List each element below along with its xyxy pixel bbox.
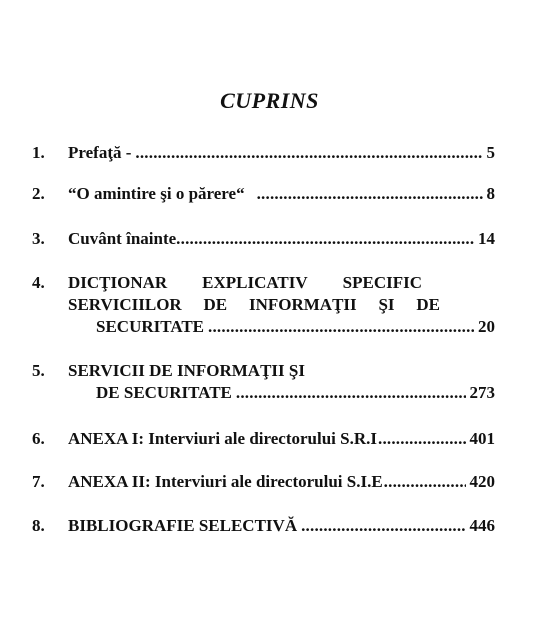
- entry-page-number: 14: [478, 229, 495, 248]
- entry-number: 3.: [32, 229, 45, 248]
- entry-label-word: INFORMAŢII: [248, 295, 357, 314]
- entry-label: DE SECURITATE: [96, 383, 232, 402]
- entry-page-number: 5: [486, 143, 495, 162]
- entry-page-number: 273: [469, 383, 495, 402]
- entry-page-number: 420: [469, 472, 495, 491]
- entry-label-word: SERVICIILOR: [68, 295, 182, 314]
- page-title: CUPRINS: [220, 88, 319, 113]
- entry-label-word: DE: [416, 295, 440, 314]
- entry-label-word: SPECIFIC: [342, 273, 422, 292]
- entry-number: 2.: [32, 184, 45, 203]
- dot-leader: [301, 515, 465, 537]
- entry-number: 7.: [32, 472, 45, 491]
- entry-label: Prefaţă -: [68, 143, 132, 162]
- entry-label-word: ŞI: [378, 295, 395, 314]
- entry-label-line: SERVICII DE INFORMAŢII ŞI: [68, 361, 305, 380]
- dot-leader: [257, 183, 483, 205]
- entry-number: 8.: [32, 516, 45, 535]
- dot-leader: [378, 428, 466, 450]
- entry-label-word: EXPLICATIV: [202, 273, 308, 292]
- entry-label: ANEXA II: Interviuri ale directorului S.I.E: [68, 472, 383, 491]
- entry-number: 1.: [32, 143, 45, 162]
- entry-label: SECURITATE: [96, 317, 205, 336]
- entry-label: ANEXA I: Interviuri ale directorului S.R.I: [68, 429, 377, 448]
- entry-label-word: DICŢIONAR: [68, 273, 168, 292]
- entry-page-number: 8: [486, 184, 495, 203]
- entry-page-number: 401: [469, 429, 495, 448]
- entry-label-word: DE: [203, 295, 228, 314]
- entry-number: 4.: [32, 273, 45, 292]
- dot-leader: [208, 316, 474, 338]
- dot-leader: [135, 142, 482, 164]
- dot-leader: [236, 382, 466, 404]
- dot-leader: [384, 471, 466, 493]
- entry-label: BIBLIOGRAFIE SELECTIVĂ: [68, 516, 298, 535]
- entry-number: 5.: [32, 361, 45, 380]
- entry-number: 6.: [32, 429, 45, 448]
- dot-leader: [176, 228, 474, 250]
- entry-page-number: 20: [478, 317, 495, 336]
- entry-label: Cuvânt înainte: [68, 229, 177, 248]
- entry-label: “O amintire şi o părere“: [68, 184, 245, 203]
- entry-page-number: 446: [469, 516, 495, 535]
